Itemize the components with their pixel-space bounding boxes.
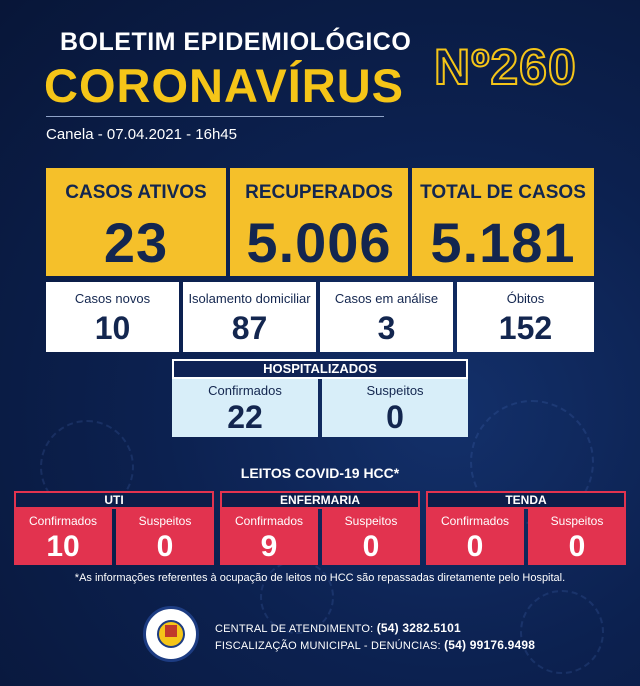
stat-isolamento — [183, 282, 316, 352]
stat-label: Isolamento domiciliar — [188, 291, 311, 306]
stat-casos-novos — [46, 282, 179, 352]
central-label: CENTRAL DE ATENDIMENTO: — [215, 623, 374, 635]
hosp-value: 22 — [227, 399, 263, 435]
stat-label: TOTAL DE CASOS — [420, 182, 586, 203]
central-phone: (54) 3282.5101 — [376, 621, 461, 635]
leitos-label: Confirmados — [440, 514, 510, 528]
enfermaria-suspeitos — [322, 509, 420, 565]
hospitalizados-header: HOSPITALIZADOS — [172, 359, 468, 379]
leitos-label: Suspeitos — [344, 514, 398, 528]
stat-label: Casos em análise — [334, 291, 439, 306]
stat-label: Óbitos — [506, 291, 545, 306]
tenda-suspeitos — [528, 509, 626, 565]
stat-em-analise — [320, 282, 453, 352]
hosp-label: Confirmados — [208, 383, 282, 398]
stat-value: 87 — [231, 310, 268, 346]
leitos-label: Confirmados — [28, 514, 98, 528]
stat-value: 5.181 — [430, 211, 576, 274]
uti-confirmados — [14, 509, 112, 565]
leitos-group-enfermaria: ENFERMARIA — [220, 491, 420, 509]
stat-value: 152 — [498, 310, 553, 346]
leitos-group-uti: UTI — [14, 491, 214, 509]
stat-recuperados — [230, 168, 408, 276]
stat-label: Casos novos — [74, 291, 151, 306]
stat-value: 10 — [94, 310, 131, 346]
stat-casos-ativos — [46, 168, 226, 276]
leitos-label: Suspeitos — [138, 514, 192, 528]
leitos-footnote: *As informações referentes à ocupação de leitos no HCC são repassadas diretamente pelo Hospital. — [74, 572, 566, 584]
leitos-label: Confirmados — [234, 514, 304, 528]
coronavirus-title: CORONAVÍRUS — [44, 59, 405, 112]
hosp-suspeitos — [322, 379, 468, 437]
virus-decoration — [520, 590, 604, 674]
leitos-label: Suspeitos — [550, 514, 604, 528]
stat-label: CASOS ATIVOS — [65, 182, 207, 203]
leitos-title: LEITOS COVID-19 HCC* — [240, 465, 400, 481]
fiscal-phone: (54) 99176.9498 — [444, 638, 536, 652]
stat-label: RECUPERADOS — [245, 182, 393, 203]
stat-value: 23 — [103, 211, 169, 274]
contact-central — [215, 621, 461, 635]
location-date: Canela - 07.04.2021 - 16h45 — [46, 126, 237, 143]
uti-suspeitos — [116, 509, 214, 565]
title-divider — [46, 116, 384, 117]
leitos-group-tenda: TENDA — [426, 491, 626, 509]
stat-value: 5.006 — [246, 211, 392, 274]
hosp-label: Suspeitos — [366, 383, 424, 398]
enfermaria-confirmados — [220, 509, 318, 565]
stat-obitos — [457, 282, 594, 352]
bulletin-number: Nº260 — [434, 39, 577, 95]
contact-fiscal — [215, 638, 535, 652]
city-seal-icon — [143, 606, 199, 662]
leitos-value: 10 — [46, 530, 80, 563]
stat-value: 3 — [377, 310, 396, 346]
fiscal-label: FISCALIZAÇÃO MUNICIPAL - DENÚNCIAS: — [215, 640, 441, 652]
leitos-value: 0 — [466, 530, 484, 563]
seal-tower — [165, 625, 177, 637]
stat-total-casos — [412, 168, 594, 276]
leitos-value: 0 — [362, 530, 380, 563]
leitos-value: 0 — [568, 530, 586, 563]
leitos-value: 0 — [156, 530, 174, 563]
hosp-value: 0 — [386, 399, 404, 435]
hosp-confirmados — [172, 379, 318, 437]
leitos-value: 9 — [260, 530, 278, 563]
bulletin-heading: BOLETIM EPIDEMIOLÓGICO — [60, 28, 412, 56]
tenda-confirmados — [426, 509, 524, 565]
